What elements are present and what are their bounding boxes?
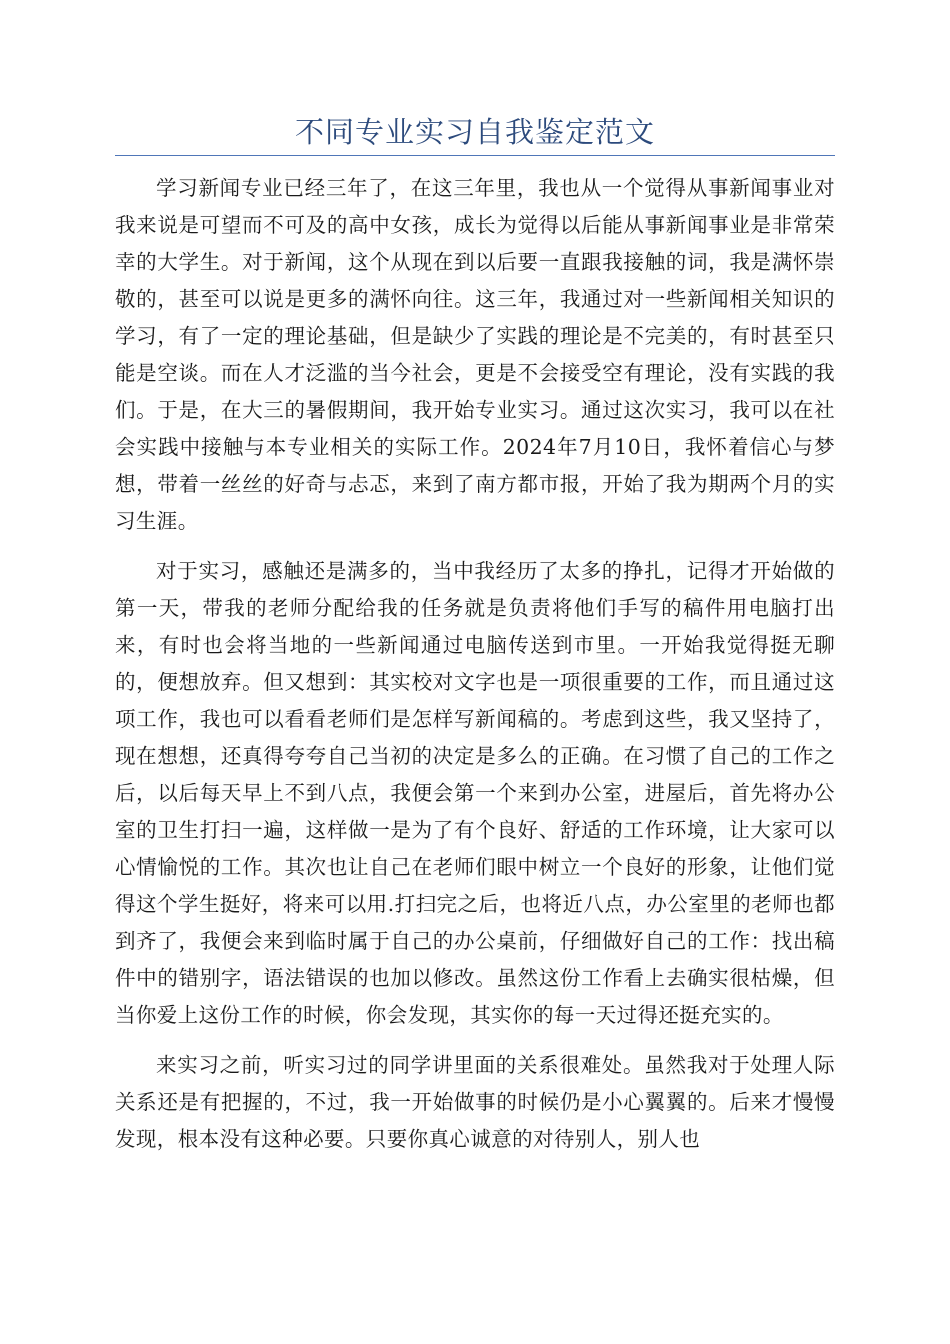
document-title: 不同专业实习自我鉴定范文 [294, 115, 655, 149]
paragraph-3: 来实习之前，听实习过的同学讲里面的关系很难处。虽然我对于处理人际关系还是有把握的，不过，我一开始做事的时候仍是小心翼翼的。后来才慢慢发现，根本没有这种必要。只要你真心诚意的对待别人，别人也 [115, 1053, 835, 1151]
paragraph-2: 对于实习，感触还是满多的，当中我经历了太多的挣扎，记得才开始做的第一天，带我的老师分配给我的任务就是负责将他们手写的稿件用电脑打出来，有时也会将当地的一些新闻通过电脑传送到市里。一开始我觉得挺无聊的，便想放弃。但又想到：其实校对文字也是一项很重要的工作，而且通过这项工作，我也可以看看老师们是怎样写新闻稿的。考虑到这些，我又坚持了，现在想想，还真得夸夸自己当初的决定是多么的正确。在习惯了自己的工作之后，以后每天早上不到八点，我便会第一个来到办公室，进屋后，首先将办公室的卫生打扫一遍，这样做一是为了有个良好、舒适的工作环境，让大家可以心情愉悦的工作。其次也让自己在老师们眼中树立一个良好的形象，让他们觉得这个学生挺好，将来可以用.打扫完之后，也将近八点，办公室里的老师也都到齐了，我便会来到临时属于自己的办公桌前，仔细做好自己的工作：找出稿件中的错别字，语法错误的也加以修改。虽然这份工作看上去确实很枯燥，但当你爱上这份工作的时候，你会发现，其实你的每一天过得还挺充实的。 [115, 559, 835, 1027]
title-underline [115, 155, 835, 156]
document-body [115, 170, 835, 1171]
paragraph-1: 学习新闻专业已经三年了，在这三年里，我也从一个觉得从事新闻事业对我来说是可望而不可及的高中女孩，成长为觉得以后能从事新闻事业是非常荣幸的大学生。对于新闻，这个从现在到以后要一直跟我接触的词，我是满怀崇敬的，甚至可以说是更多的满怀向往。这三年，我通过对一些新闻相关知识的学习，有了一定的理论基础，但是缺少了实践的理论是不完美的，有时甚至只能是空谈。而在人才泛滥的当今社会，更是不会接受空有理论，没有实践的我们。于是，在大三的暑假期间，我开始专业实习。通过这次实习，我可以在社会实践中接触与本专业相关的实际工作。2024年7月10日，我怀着信心与梦想，带着一丝丝的好奇与忐忑，来到了南方都市报，开始了我为期两个月的实习生涯。 [115, 176, 835, 533]
